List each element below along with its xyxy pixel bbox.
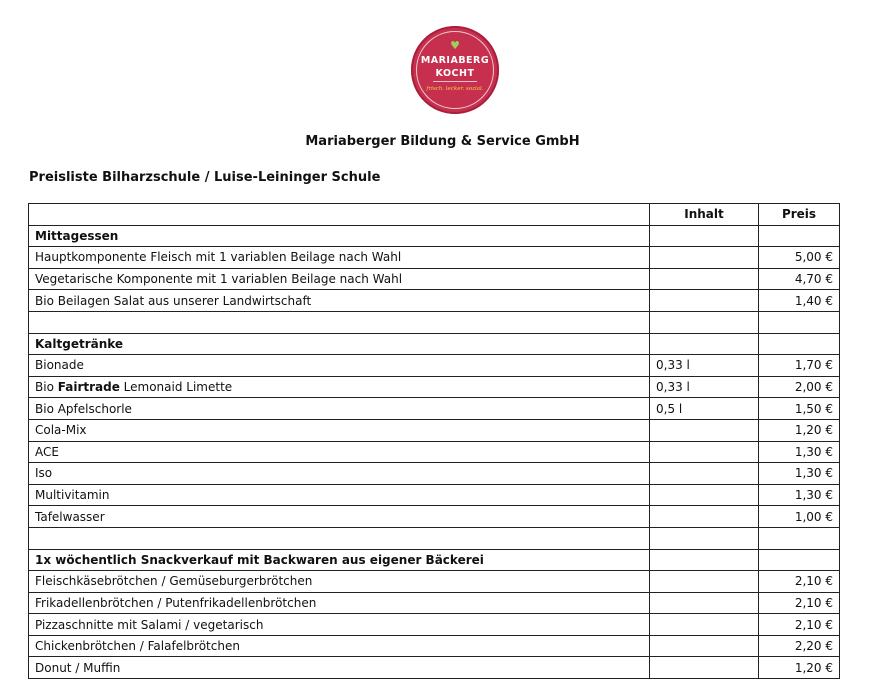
logo-divider bbox=[433, 81, 477, 82]
item-price: 1,50 € bbox=[759, 398, 840, 420]
item-name bbox=[29, 376, 650, 398]
item-name: Iso bbox=[29, 463, 650, 485]
table-row bbox=[29, 506, 840, 528]
item-content: 0,33 l bbox=[650, 376, 759, 398]
table-row bbox=[29, 635, 840, 657]
logo-text-line1: MARIABERG bbox=[420, 55, 490, 66]
item-content bbox=[650, 419, 759, 441]
item-content bbox=[650, 247, 759, 269]
item-price: 2,10 € bbox=[759, 614, 840, 636]
item-price: 1,30 € bbox=[759, 484, 840, 506]
item-price bbox=[759, 527, 840, 549]
item-price: 2,20 € bbox=[759, 635, 840, 657]
section-row bbox=[29, 333, 840, 355]
item-price: 2,00 € bbox=[759, 376, 840, 398]
table-row bbox=[29, 268, 840, 290]
item-content: 0,33 l bbox=[650, 355, 759, 377]
item-name bbox=[29, 527, 650, 549]
item-price: 1,30 € bbox=[759, 463, 840, 485]
item-name: Bionade bbox=[29, 355, 650, 377]
item-content bbox=[650, 463, 759, 485]
item-content bbox=[650, 571, 759, 593]
item-price: 2,10 € bbox=[759, 571, 840, 593]
item-name: Hauptkomponente Fleisch mit 1 variablen Beilage nach Wahl bbox=[29, 247, 650, 269]
item-name: Fleischkäsebrötchen / Gemüseburgerbrötchen bbox=[29, 571, 650, 593]
page-title: Preisliste Bilharzschule / Luise-Leininger Schule bbox=[29, 170, 381, 185]
item-name: Mittagessen bbox=[29, 225, 650, 247]
item-name: Pizzaschnitte mit Salami / vegetarisch bbox=[29, 614, 650, 636]
table-row bbox=[29, 657, 840, 679]
item-name-part: Fairtrade bbox=[57, 380, 120, 395]
item-name-part: Lemonaid Limette bbox=[119, 380, 233, 395]
item-price: 1,40 € bbox=[759, 290, 840, 312]
heart-icon: ♥ bbox=[450, 39, 460, 52]
item-name: Kaltgetränke bbox=[29, 333, 650, 355]
item-price: 1,20 € bbox=[759, 657, 840, 679]
blank-row bbox=[29, 311, 840, 333]
mariaberg-kocht-logo bbox=[411, 26, 499, 114]
table-row bbox=[29, 571, 840, 593]
item-price: 5,00 € bbox=[759, 247, 840, 269]
table-row bbox=[29, 247, 840, 269]
item-name bbox=[29, 311, 650, 333]
item-content: 0,5 l bbox=[650, 398, 759, 420]
item-content bbox=[650, 506, 759, 528]
table-row bbox=[29, 463, 840, 485]
blank-row bbox=[29, 527, 840, 549]
item-content bbox=[650, 614, 759, 636]
table-row bbox=[29, 398, 840, 420]
item-price: 1,20 € bbox=[759, 419, 840, 441]
item-content bbox=[650, 549, 759, 571]
item-content bbox=[650, 635, 759, 657]
price-table bbox=[28, 203, 840, 679]
header-price: Preis bbox=[759, 204, 840, 226]
item-name: ACE bbox=[29, 441, 650, 463]
table-row bbox=[29, 290, 840, 312]
item-content bbox=[650, 592, 759, 614]
item-price: 1,70 € bbox=[759, 355, 840, 377]
table-row bbox=[29, 355, 840, 377]
item-content bbox=[650, 225, 759, 247]
item-name: Donut / Muffin bbox=[29, 657, 650, 679]
table-row bbox=[29, 484, 840, 506]
item-price: 1,30 € bbox=[759, 441, 840, 463]
item-content bbox=[650, 333, 759, 355]
table-row bbox=[29, 592, 840, 614]
item-name: 1x wöchentlich Snackverkauf mit Backwaren aus eigener Bäckerei bbox=[29, 549, 650, 571]
section-row bbox=[29, 549, 840, 571]
item-price: 4,70 € bbox=[759, 268, 840, 290]
header-name bbox=[29, 204, 650, 226]
item-content bbox=[650, 311, 759, 333]
item-name: Cola-Mix bbox=[29, 419, 650, 441]
section-row bbox=[29, 225, 840, 247]
logo-tagline: frisch. lecker. sozial. bbox=[426, 86, 484, 92]
item-name: Bio Apfelschorle bbox=[29, 398, 650, 420]
item-name: Tafelwasser bbox=[29, 506, 650, 528]
item-price: 1,00 € bbox=[759, 506, 840, 528]
company-name: Mariaberger Bildung & Service GmbH bbox=[305, 134, 580, 149]
table-row bbox=[29, 376, 840, 398]
table-row bbox=[29, 614, 840, 636]
item-price bbox=[759, 333, 840, 355]
item-content bbox=[650, 268, 759, 290]
item-content bbox=[650, 290, 759, 312]
item-name: Bio Beilagen Salat aus unserer Landwirtschaft bbox=[29, 290, 650, 312]
item-content bbox=[650, 484, 759, 506]
item-price: 2,10 € bbox=[759, 592, 840, 614]
table-row bbox=[29, 441, 840, 463]
item-name: Frikadellenbrötchen / Putenfrikadellenbrötchen bbox=[29, 592, 650, 614]
header-content: Inhalt bbox=[650, 204, 759, 226]
item-price bbox=[759, 549, 840, 571]
table-row bbox=[29, 419, 840, 441]
item-content bbox=[650, 527, 759, 549]
item-price bbox=[759, 311, 840, 333]
item-name: Chickenbrötchen / Falafelbrötchen bbox=[29, 635, 650, 657]
item-price bbox=[759, 225, 840, 247]
item-name-part: Bio bbox=[35, 380, 58, 395]
table-header-row bbox=[29, 204, 840, 226]
logo-text-line2: KOCHT bbox=[435, 68, 475, 79]
item-name: Multivitamin bbox=[29, 484, 650, 506]
item-content bbox=[650, 441, 759, 463]
item-content bbox=[650, 657, 759, 679]
item-name: Vegetarische Komponente mit 1 variablen Beilage nach Wahl bbox=[29, 268, 650, 290]
